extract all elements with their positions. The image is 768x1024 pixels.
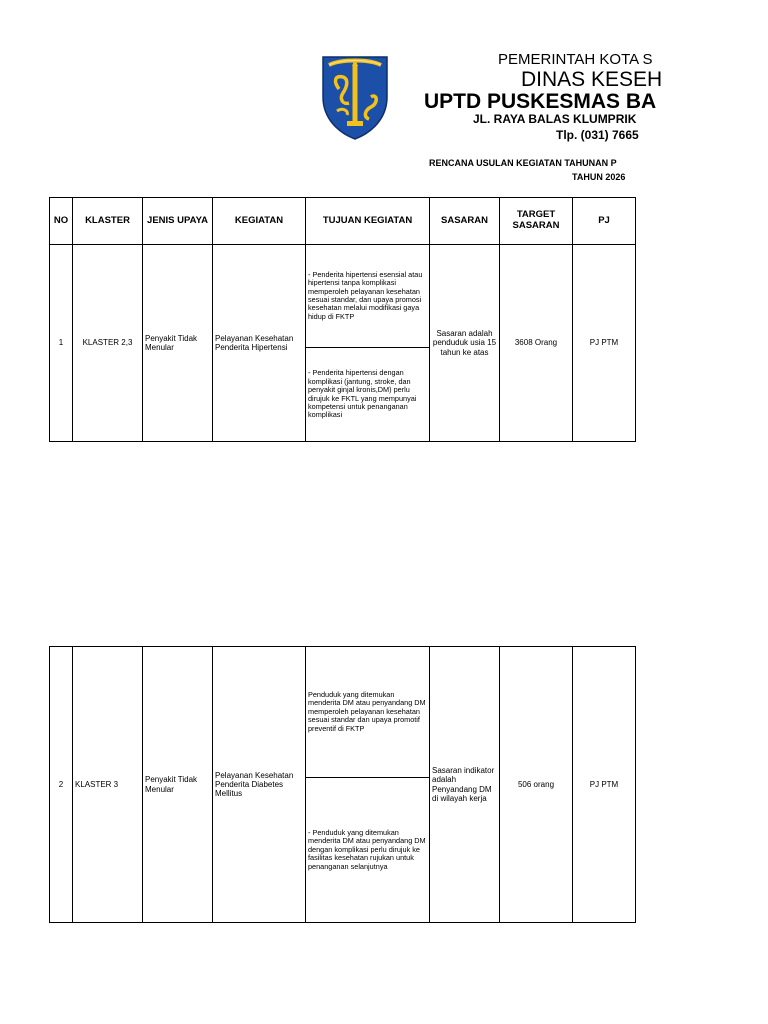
cell-sasaran: Sasaran adalah penduduk usia 15 tahun ke atas [430, 245, 500, 442]
cell-klaster: KLASTER 3 [73, 647, 143, 923]
column-header: KEGIATAN [213, 198, 306, 245]
cell-kegiatan: Pelayanan Kesehatan Penderita Diabetes Mellitus [213, 647, 306, 923]
document-year: TAHUN 2026 [572, 172, 626, 182]
cell-tujuan-a: - Penderita hipertensi esensial atau hipertensi tanpa komplikasi memperoleh pelayanan kesehatan sesuai standar, dan upaya promosi kesehatan melalui modifikasi gaya hidup di FKTP [306, 245, 430, 348]
header-address: JL. RAYA BALAS KLUMPRIK [473, 112, 637, 126]
column-header: TARGET SASARAN [500, 198, 573, 245]
cell-target: 3608 Orang [500, 245, 573, 442]
column-header: TUJUAN KEGIATAN [306, 198, 430, 245]
cell-jenis-upaya: Penyakit Tidak Menular [143, 245, 213, 442]
table-header-row [50, 198, 636, 245]
cell-tujuan-a: Penduduk yang ditemukan menderita DM atau penyandang DM memperoleh pelayanan kesehatan sesuai standar dan upaya promotif preventif di FKTP [306, 647, 430, 778]
cell-tujuan-b: - Penduduk yang ditemukan menderita DM atau penyandang DM dengan komplikasi perlu dirujuk ke fasilitas kesehatan rujukan untuk penanganan selanjutnya [306, 778, 430, 923]
city-crest-logo [319, 53, 391, 141]
cell-kegiatan: Pelayanan Kesehatan Penderita Hipertensi [213, 245, 306, 442]
table-row [50, 245, 636, 348]
column-header: SASARAN [430, 198, 500, 245]
cell-tujuan-b: - Penderita hipertensi dengan komplikasi (jantung, stroke, dan penyakit ginjal kronis,DM) perlu dirujuk ke FKTL yang mempunyai kompetensi untuk penanganan komplikasi [306, 348, 430, 442]
cell-target: 506 orang [500, 647, 573, 923]
header-phone: Tlp. (031) 7665 [556, 128, 639, 142]
cell-klaster: KLASTER 2,3 [73, 245, 143, 442]
cell-jenis-upaya: Penyakit Tidak Menular [143, 647, 213, 923]
header-government: PEMERINTAH KOTA S [498, 51, 653, 68]
cell-pj: PJ PTM [573, 647, 636, 923]
header-department: DINAS KESEH [521, 68, 663, 91]
column-header: PJ [573, 198, 636, 245]
cell-no: 1 [50, 245, 73, 442]
document-title: RENCANA USULAN KEGIATAN TAHUNAN P [429, 158, 617, 168]
header-puskesmas: UPTD PUSKESMAS BA [424, 90, 657, 113]
column-header: NO [50, 198, 73, 245]
activity-table [49, 197, 636, 442]
column-header: KLASTER [73, 198, 143, 245]
activity-table-continued [49, 646, 636, 923]
column-header: JENIS UPAYA [143, 198, 213, 245]
table-row [50, 647, 636, 778]
cell-sasaran: Sasaran indikator adalah Penyandang DM di wilayah kerja [430, 647, 500, 923]
cell-no: 2 [50, 647, 73, 923]
cell-pj: PJ PTM [573, 245, 636, 442]
